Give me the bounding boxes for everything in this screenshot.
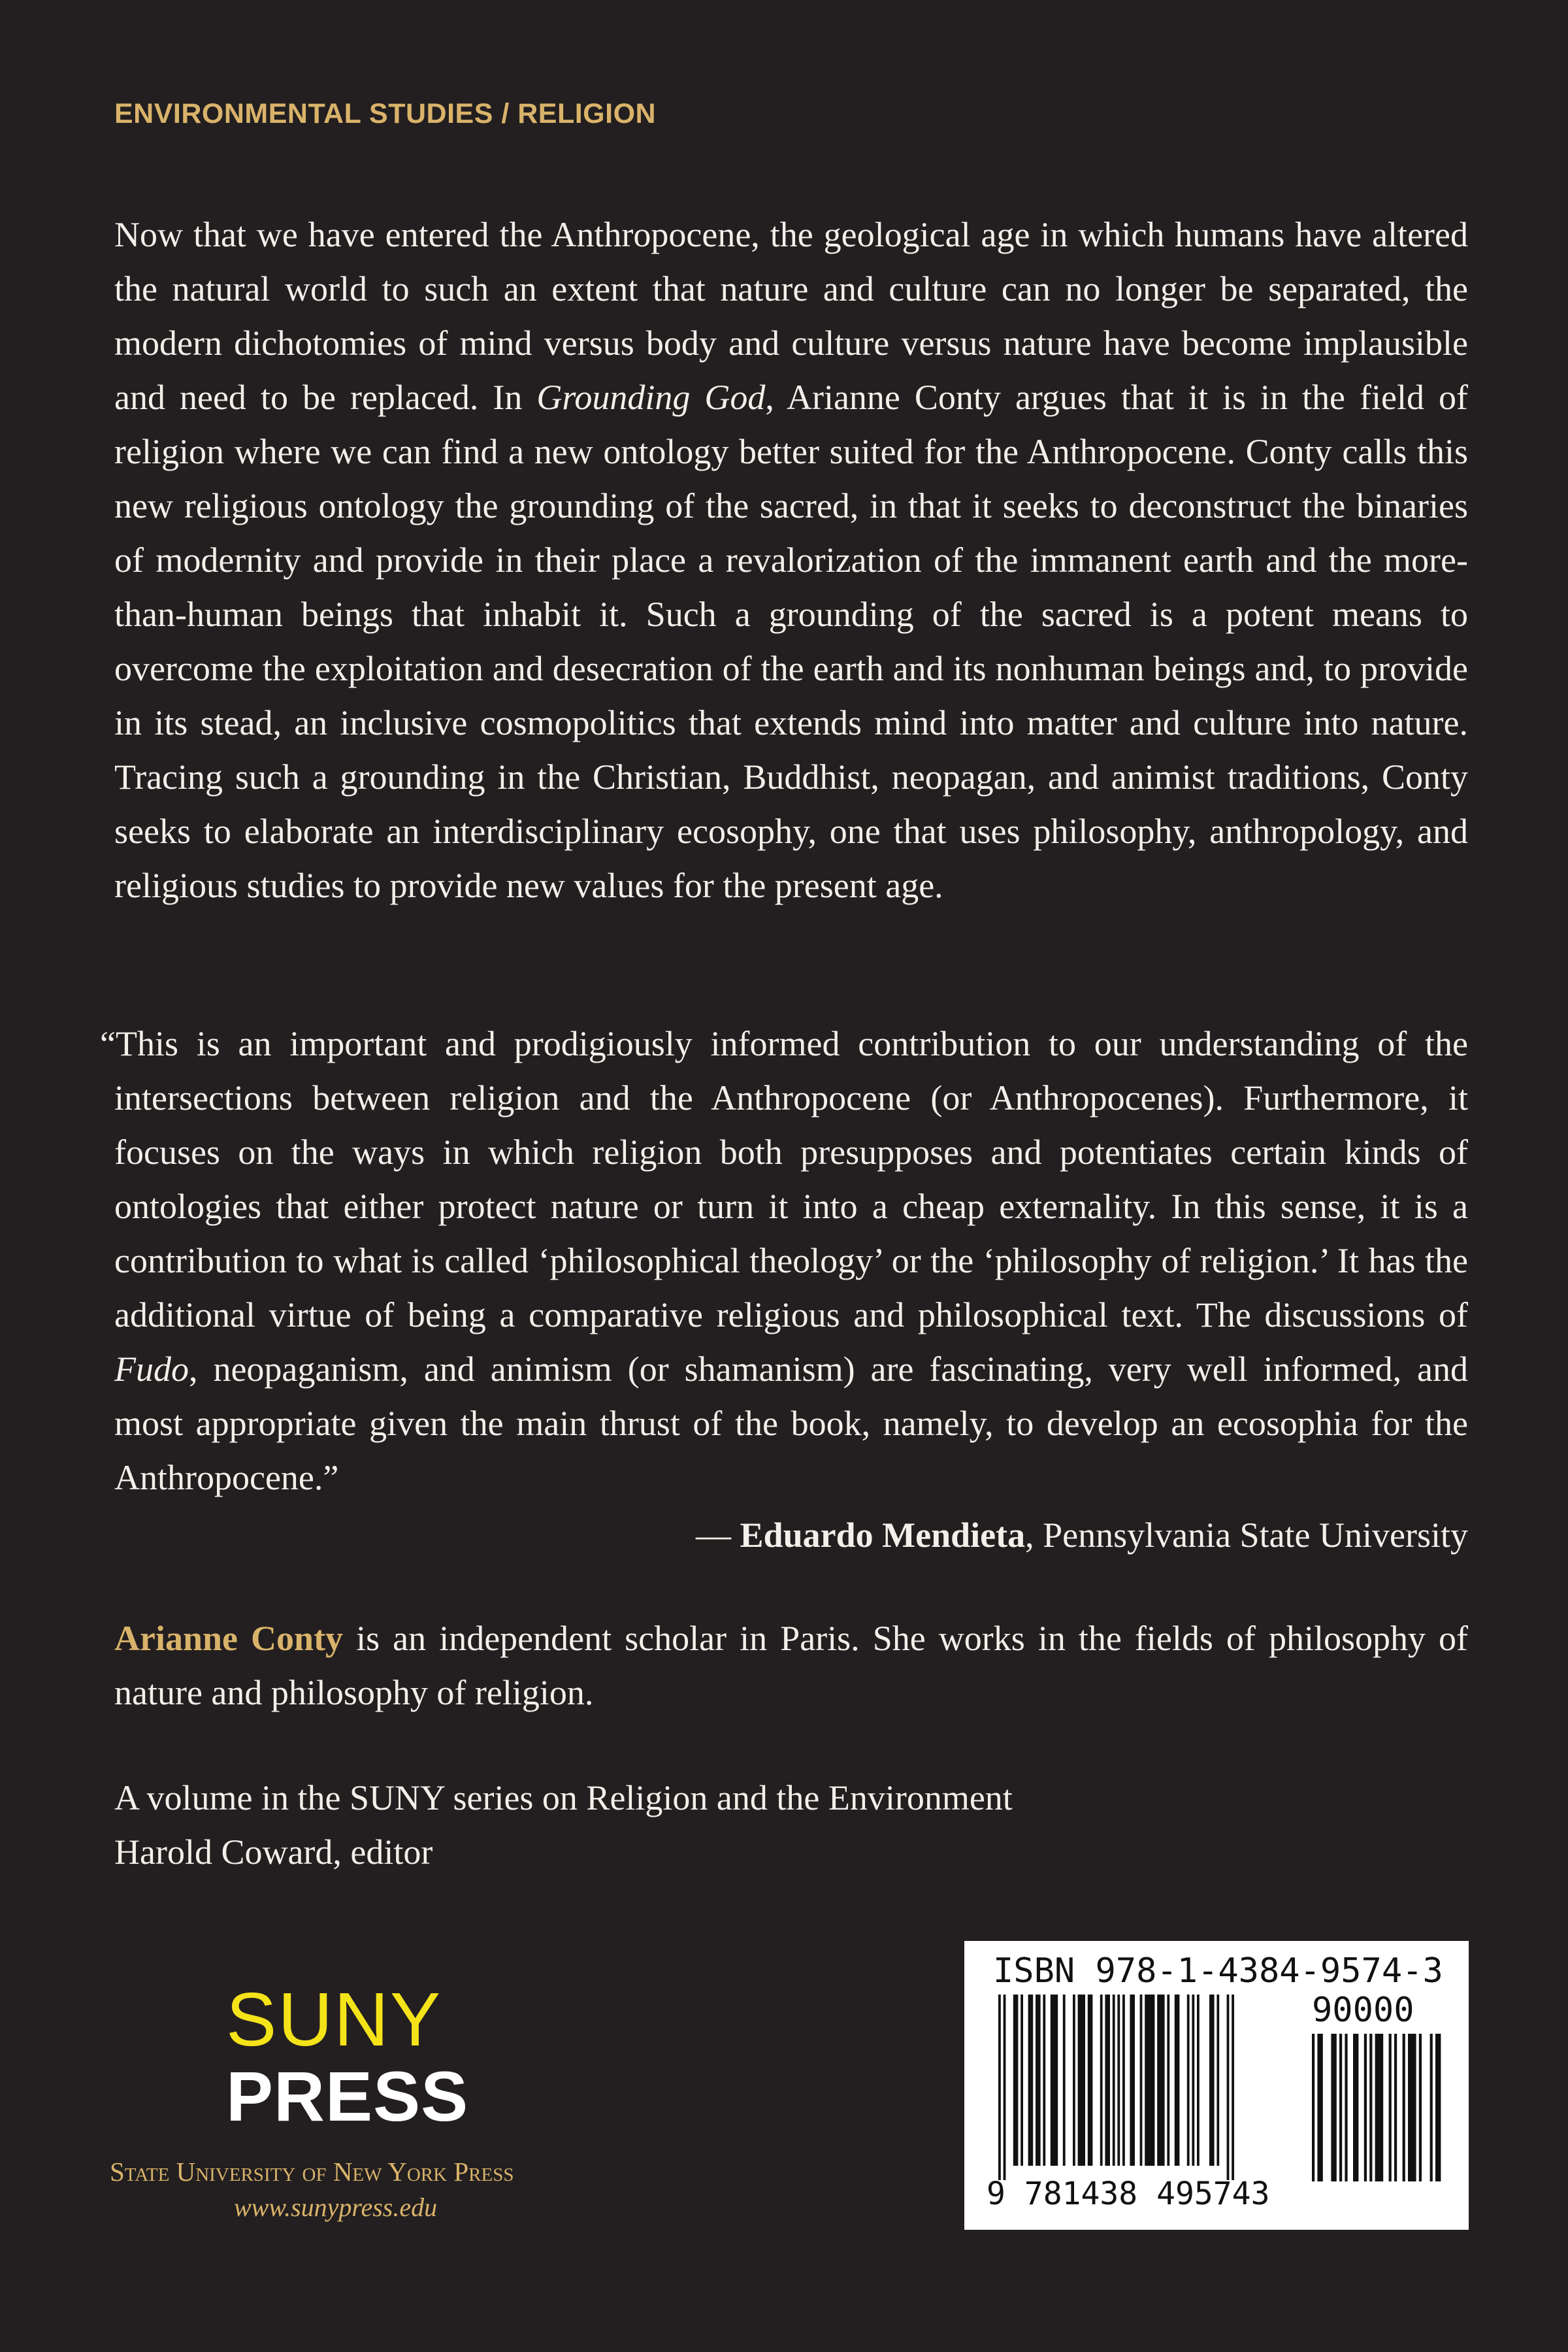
isbn-label: ISBN 978-1-4384-9574-3 — [993, 1951, 1443, 1991]
attribution-dash: — — [696, 1516, 740, 1555]
ean-digits: 9 781438 495743 — [987, 2176, 1270, 2212]
series-info — [114, 1771, 1013, 1880]
author-bio — [114, 1612, 1468, 1720]
author-name: Arianne Conty — [114, 1619, 344, 1658]
publisher-full-name: State University of New York Press — [110, 2157, 514, 2187]
publisher-url: www.sunypress.edu — [234, 2193, 438, 2222]
series-editor: Harold Coward, editor — [114, 1832, 433, 1872]
quote-part2: , neopaganism, and animism (or shamanism) are fascinating, very well informed, and most appropriate given the main thrust of the book, namely, to develop an ecosophia for the Anthropocene.” — [114, 1350, 1468, 1497]
barcode-panel — [964, 1941, 1469, 2230]
description-part1: Now that we have entered the Anthropocene, the geological age in which humans have altered the natural world to such an extent that nature and culture can no longer be separated, the modern dichotomies of mind versus body and culture versus nature have become implausible and need to be replaced. In — [114, 215, 1468, 417]
book-description — [114, 208, 1468, 913]
book-title: Grounding God — [536, 378, 766, 417]
endorsement-attribution — [696, 1508, 1468, 1563]
bio-text: is an independent scholar in Paris. She works in the fields of philosophy of nature and philosophy of religion. — [114, 1619, 1468, 1712]
logo-suny-text: SUNY — [226, 1977, 442, 2062]
price-code: 90000 — [1312, 1991, 1414, 2030]
description-part2: , Arianne Conty argues that it is in the field of religion where we can find a new ontology better suited for the Anthropocene. Conty calls this new religious ontology the grounding of the sacred, in that it seeks to deconstruct the binaries of modernity and provide in their place a revalorization of the immanent earth and the more-than-human beings that inhabit it. Such a grounding of the sacred is a potent means to overcome the exploitation and desecration of the earth and its nonhuman beings and, to provide in its stead, an inclusive cosmopolitics that extends mind into matter and culture into nature. Tracing such a grounding in the Christian, Buddhist, neopagan, and animist traditions, Conty seeks to elaborate an interdisciplinary ecosophy, one that uses philosophy, anthropology, and religious studies to provide new values for the present age. — [114, 378, 1469, 905]
series-line: A volume in the SUNY series on Religion and the Environment — [114, 1778, 1013, 1817]
endorser-affiliation: , Pennsylvania State University — [1025, 1516, 1468, 1555]
ean-barcode-icon — [998, 1995, 1273, 2181]
quote-italic-term: Fudo — [114, 1350, 189, 1389]
category-label: ENVIRONMENTAL STUDIES / RELIGION — [114, 98, 657, 129]
quote-part1: “This is an important and prodigiously informed contribution to our understanding of the intersections between religion and the Anthropocene (or Anthropocenes). Furthermore, it focuses on the ways in which religion both presupposes and potentiates certain kinds of ontologies that either protect nature or turn it into a cheap externality. In this sense, it is a contribution to what is called ‘philosophical theology’ or the ‘philosophy of religion.’ It has the additional virtue of being a comparative religious and philosophical text. The discussions of — [100, 1024, 1468, 1334]
price-addon-barcode-icon — [1312, 2034, 1443, 2181]
endorser-name: Eduardo Mendieta — [740, 1516, 1026, 1555]
logo-press-text: PRESS — [226, 2057, 469, 2136]
endorsement-quote — [100, 1017, 1468, 1505]
